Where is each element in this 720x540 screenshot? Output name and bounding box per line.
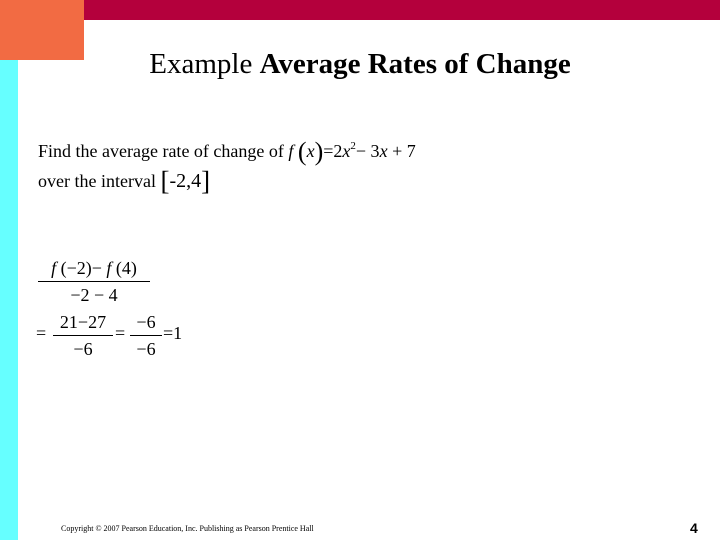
fraction-difference-quotient bbox=[38, 258, 150, 305]
fraction-evaluated-denominator: −6 bbox=[53, 335, 113, 359]
fraction-evaluated-numerator: 21−27 bbox=[59, 312, 107, 332]
top-accent-bar bbox=[84, 0, 720, 20]
interval-statement bbox=[38, 166, 211, 196]
slide-title bbox=[0, 47, 720, 81]
variable-x: x bbox=[379, 141, 388, 161]
numerator-f1: f bbox=[51, 258, 57, 278]
numerator-minus: − bbox=[91, 258, 102, 278]
title-plain: Example bbox=[149, 48, 260, 80]
bracket-open: [ bbox=[160, 166, 170, 196]
fraction-simplified-denominator: −6 bbox=[130, 335, 162, 359]
side-accent-bar bbox=[0, 60, 18, 540]
numerator-f2: f bbox=[106, 258, 112, 278]
function-f: f bbox=[288, 141, 294, 161]
equation-part-1: =2 bbox=[323, 141, 343, 161]
interval-label: over the interval bbox=[38, 171, 156, 191]
paren-open: ( bbox=[297, 137, 307, 166]
variable-x-squared: x bbox=[342, 141, 351, 161]
numerator-arg1: −2 bbox=[66, 258, 86, 278]
numerator-arg2: 4 bbox=[121, 258, 131, 278]
exponent: 2 bbox=[350, 140, 356, 152]
copyright-footer: Copyright © 2007 Pearson Education, Inc. Publishing as Pearson Prentice Hall bbox=[61, 524, 314, 533]
fraction-evaluated bbox=[53, 312, 113, 359]
title-bold: Average Rates of Change bbox=[259, 48, 571, 80]
equals-sign-1: = bbox=[36, 323, 47, 343]
bracket-close: ] bbox=[201, 166, 211, 196]
equation-part-2: − 3 bbox=[355, 141, 380, 161]
fraction-simplified bbox=[130, 312, 162, 359]
paren-close: ) bbox=[314, 137, 324, 166]
equation-part-3: + 7 bbox=[387, 141, 416, 161]
final-result: =1 bbox=[163, 323, 183, 343]
problem-statement bbox=[38, 134, 416, 164]
problem-intro: Find the average rate of change of bbox=[38, 141, 289, 161]
interval-value: -2,4 bbox=[169, 170, 202, 192]
fraction-numerator: f (−2)− f (4) bbox=[51, 258, 137, 278]
equals-sign-2: = bbox=[115, 323, 126, 343]
fraction-simplified-numerator: −6 bbox=[136, 312, 156, 332]
function-x: x bbox=[306, 141, 315, 161]
fraction-denominator: −2 − 4 bbox=[38, 281, 150, 305]
interval-expression bbox=[160, 166, 211, 196]
page-number: 4 bbox=[690, 520, 698, 536]
